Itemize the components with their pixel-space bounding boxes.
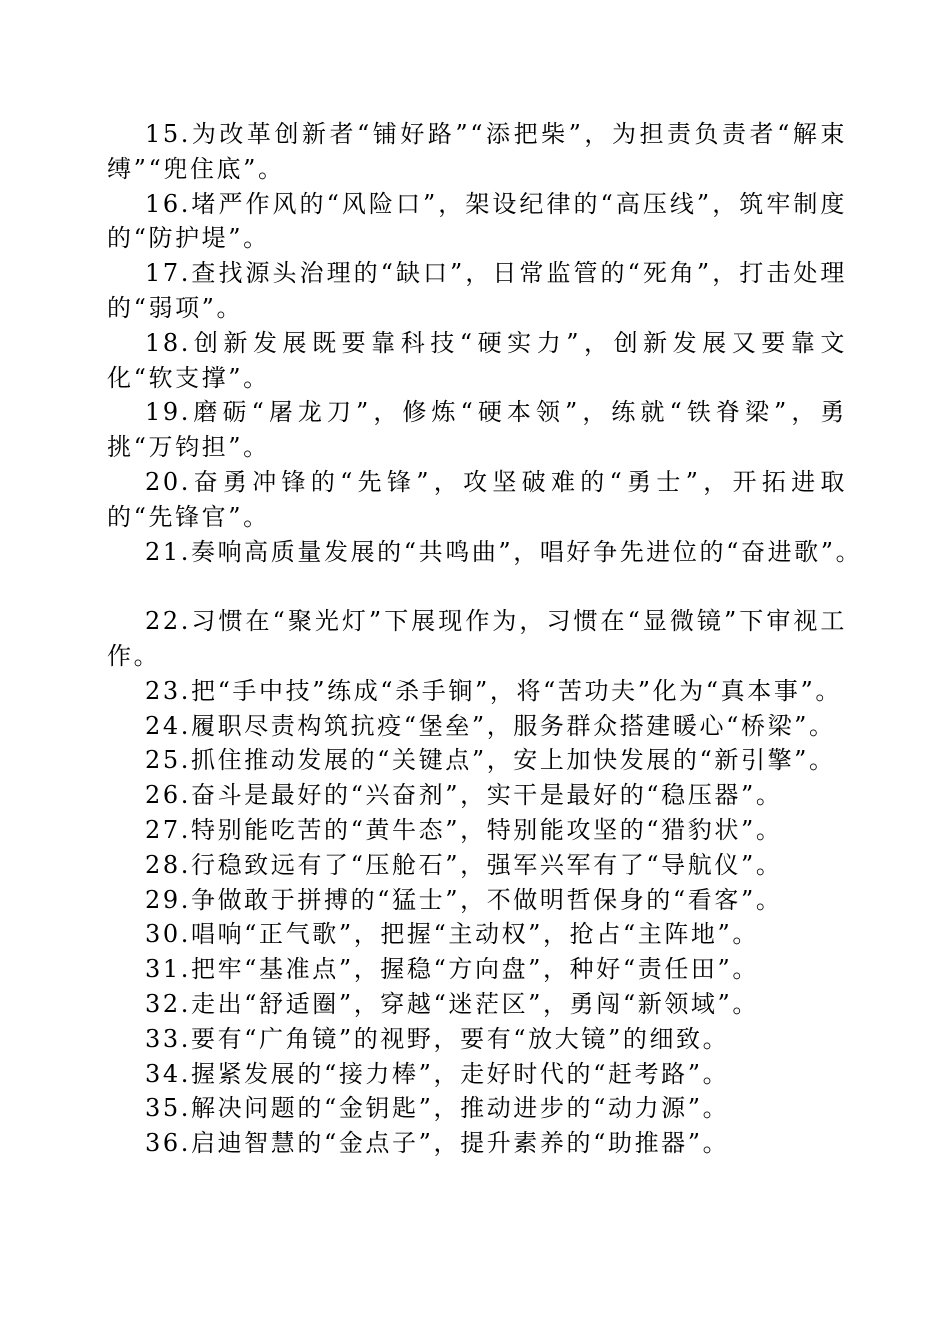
- list-item-19: 19.磨砺“屠龙刀”，修炼“硬本领”，练就“铁脊梁”，勇挑“万钧担”。: [107, 398, 847, 462]
- list-item-21: 21.奏响高质量发展的“共鸣曲”，唱好争先进位的“奋进歌”。: [145, 537, 863, 566]
- list-item-31: 31.把牢“基准点”，握稳“方向盘”，种好“责任田”。: [145, 955, 759, 984]
- list-item-20: 20.奋勇冲锋的“先锋”，攻坚破难的“勇士”，开拓进取的“先锋官”。: [107, 467, 847, 531]
- list-item-22: 22.习惯在“聚光灯”下展现作为，习惯在“显微镜”下审视工作。: [107, 607, 847, 670]
- list-item-18: 18.创新发展既要靠科技“硬实力”，创新发展又要靠文化“软支撑”。: [107, 328, 847, 392]
- list-item-24: 24.履职尽责构筑抗疫“堡垒”，服务群众搭建暖心“桥梁”。: [145, 711, 836, 740]
- list-item-32: 32.走出“舒适圈”，穿越“迷茫区”，勇闯“新领域”。: [145, 989, 759, 1018]
- blank-line: [107, 569, 847, 604]
- list-item-34: 34.握紧发展的“接力棒”，走好时代的“赶考路”。: [145, 1059, 730, 1088]
- list-item-29: 29.争做敢于拼搏的“猛士”，不做明哲保身的“看客”。: [145, 885, 783, 914]
- list-item-30: 30.唱响“正气歌”，把握“主动权”，抢占“主阵地”。: [145, 920, 759, 949]
- list-item-16: 16.堵严作风的“风险口”，架设纪律的“高压线”，筑牢制度的“防护堤”。: [107, 189, 847, 253]
- phrase-list: [107, 117, 863, 1161]
- list-item-35: 35.解决问题的“金钥匙”，推动进步的“动力源”。: [145, 1094, 730, 1123]
- list-item-15: 15.为改革创新者“铺好路”“添把柴”，为担责负责者“解束缚”“兜住底”。: [107, 120, 847, 183]
- list-item-26: 26.奋斗是最好的“兴奋剂”，实干是最好的“稳压器”。: [145, 781, 783, 810]
- list-item-25: 25.抓住推动发展的“关键点”，安上加快发展的“新引擎”。: [145, 746, 836, 775]
- list-item-28: 28.行稳致远有了“压舱石”，强军兴军有了“导航仪”。: [145, 850, 783, 879]
- list-item-23: 23.把“手中技”练成“杀手锏”，将“苦功夫”化为“真本事”。: [145, 676, 842, 705]
- list-item-36: 36.启迪智慧的“金点子”，提升素养的“助推器”。: [145, 1129, 730, 1158]
- list-item-33: 33.要有“广角镜”的视野，要有“放大镜”的细致。: [145, 1024, 730, 1053]
- list-item-27: 27.特别能吃苦的“黄牛态”，特别能攻坚的“猎豹状”。: [145, 815, 783, 844]
- list-item-17: 17.查找源头治理的“缺口”，日常监管的“死角”，打击处理的“弱项”。: [107, 259, 847, 322]
